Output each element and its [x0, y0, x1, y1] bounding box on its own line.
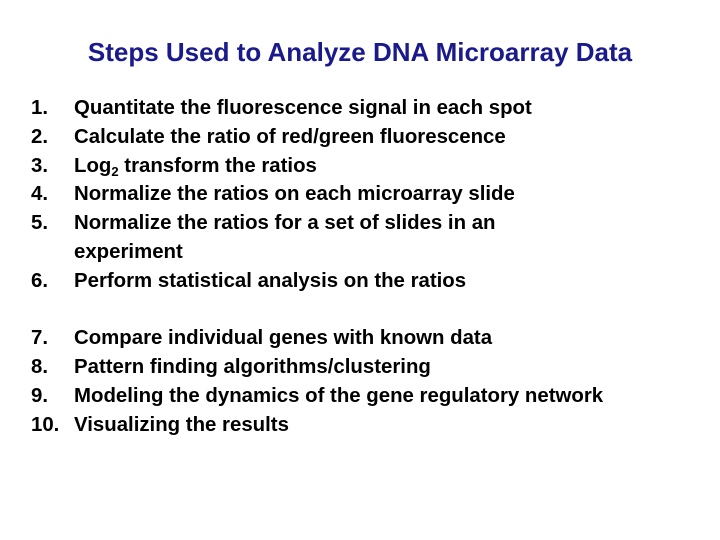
step-number: 1. — [31, 97, 49, 119]
step-text — [74, 152, 711, 181]
step-number: 4. — [31, 183, 49, 206]
step-item-1 — [31, 94, 711, 123]
step-number: 3. — [31, 154, 49, 177]
step-text: Calculate the ratio of red/green fluorescence — [74, 125, 506, 148]
step-text: Perform statistical analysis on the ratios — [74, 269, 467, 292]
step-number: 10. — [31, 413, 60, 436]
step-number: 7. — [31, 327, 49, 350]
step-item-2 — [31, 123, 711, 152]
step-text: Visualizing the results — [74, 413, 289, 436]
step-number: 5. — [31, 212, 49, 235]
step-number: 8. — [31, 356, 49, 379]
step-text: Compare individual genes with known data — [74, 327, 493, 350]
step-item-7 — [31, 324, 711, 353]
step-text: Pattern finding algorithms/clustering — [74, 356, 431, 379]
step-list — [31, 94, 711, 440]
step-text-subscript: 2 — [111, 163, 119, 179]
step-item-10 — [31, 411, 711, 440]
step-number: 6. — [31, 269, 49, 292]
step-text-suffix: transform the ratios — [118, 154, 317, 177]
step-number: 9. — [31, 384, 49, 407]
step-item-8 — [31, 353, 711, 382]
step-item-6 — [31, 267, 711, 296]
step-text-prefix: Log — [74, 154, 112, 177]
step-text: Normalize the ratios for a set of slides in an experiment — [74, 212, 496, 263]
step-text: Normalize the ratios on each microarray slide — [74, 183, 515, 206]
step-text: Modeling the dynamics of the gene regulatory network — [74, 384, 604, 407]
step-text: Quantitate the fluorescence signal in each spot — [74, 97, 532, 119]
slide-title: Steps Used to Analyze DNA Microarray Data — [87, 37, 633, 67]
step-item-9 — [31, 382, 711, 411]
step-number: 2. — [31, 125, 49, 148]
step-item-5 — [31, 209, 711, 267]
step-item-3 — [31, 152, 711, 181]
step-item-4 — [31, 180, 711, 209]
